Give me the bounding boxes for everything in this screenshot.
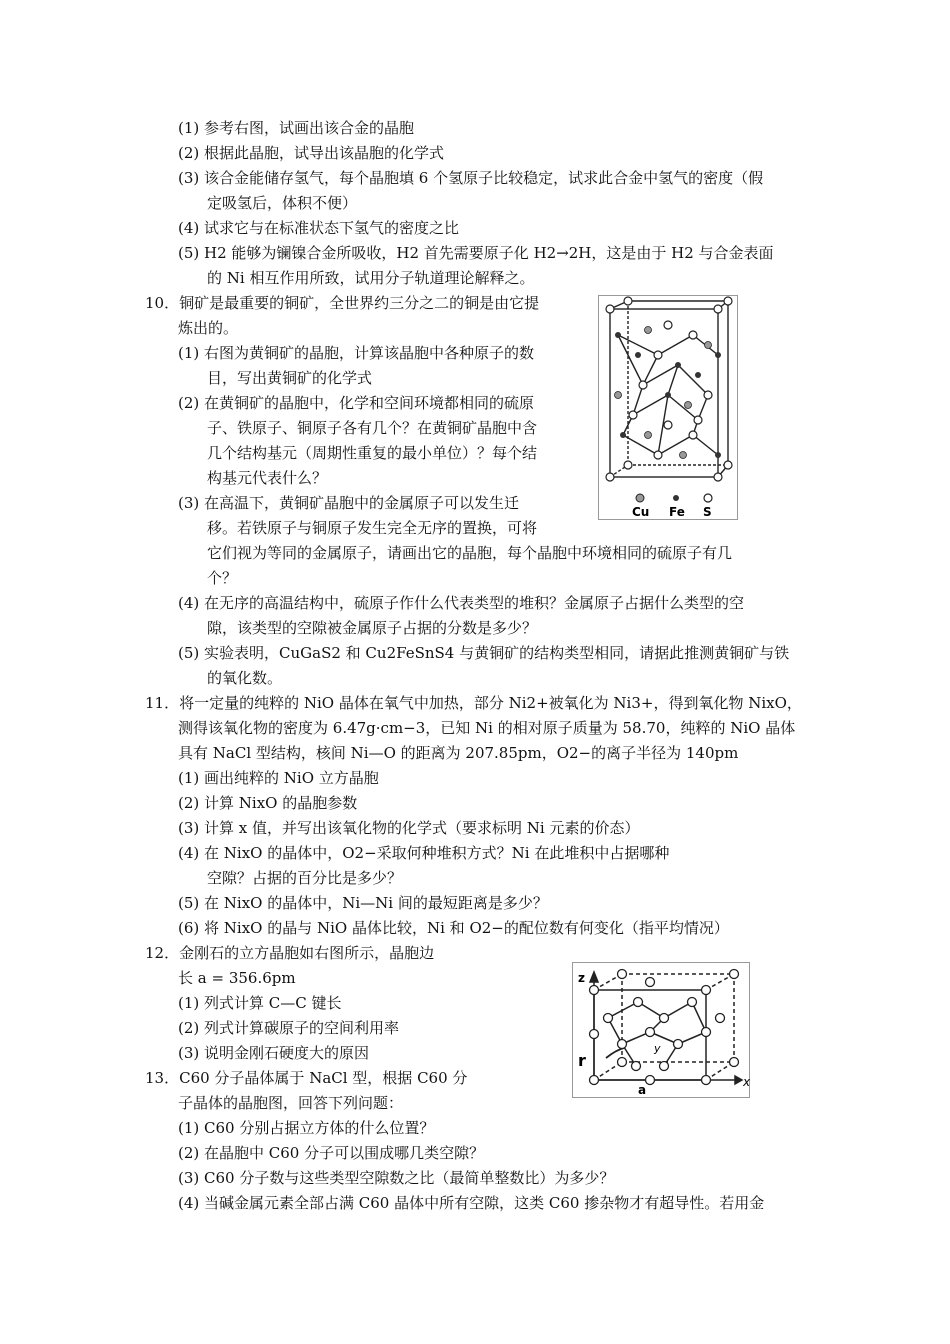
text-line: (4) 在 NixO 的晶体中，O2−采取何种堆积方式？Ni 在此堆积中占据哪种 [178, 844, 670, 862]
text-line: 空隙？占据的百分比是多少？ [207, 869, 403, 887]
legend-fe-label: Fe [669, 505, 685, 519]
text-line: 炼出的。 [178, 319, 239, 337]
text-line: (1) C60 分别占据立方体的什么位置？ [178, 1119, 435, 1137]
text-line: 目，写出黄铜矿的化学式 [207, 369, 373, 387]
axis-label-x: x [743, 1075, 750, 1089]
text-line: (3) 说明金刚石硬度大的原因 [178, 1044, 370, 1062]
rotation-marker-label: r [578, 1051, 586, 1070]
text-line: (3) C60 分子数与这些类型空隙数之比（最简单整数比）为多少？ [178, 1169, 615, 1187]
text-line: (2) 列式计算碳原子的空间利用率 [178, 1019, 400, 1037]
legend-fe-marker [673, 495, 679, 501]
text-line: (4) 当碱金属元素全部占满 C60 晶体中所有空隙，这类 C60 掺杂物才有超导性。若用金 [178, 1194, 765, 1212]
text-line: 个？ [207, 569, 238, 587]
text-line: (3) 在高温下，黄铜矿晶胞中的金属原子可以发生迁 [178, 494, 520, 512]
text-line: (3) 计算 x 值，并写出该氧化物的化学式（要求标明 Ni 元素的价态） [178, 819, 640, 837]
text-line: 子晶体的晶胞图，回答下列问题： [178, 1094, 404, 1112]
text-line: 它们视为等同的金属原子，请画出它的晶胞，每个晶胞中环境相同的硫原子有几 [207, 544, 733, 562]
text-line: 几个结构基元（周期性重复的最小单位）？每个结 [207, 444, 538, 462]
text-line: 测得该氧化物的密度为 6.47g·cm−3，已知 Ni 的相对原子质量为 58.70，纯粹的 NiO 晶体 [178, 719, 796, 737]
question-10-line: 10．铜矿是最重要的铜矿，全世界约三分之二的铜是由它提 [145, 294, 540, 312]
legend-cu-marker [636, 494, 644, 502]
text-line: 长 a = 356.6pm [178, 969, 296, 987]
text-line: (6) 将 NixO 的晶与 NiO 晶体比较，Ni 和 O2−的配位数有何变化（指平均情况） [178, 919, 729, 937]
text-line: (1) 列式计算 C—C 键长 [178, 994, 342, 1012]
text-line: 移。若铁原子与铜原子发生完全无序的置换，可将 [207, 519, 538, 537]
text-line: 具有 NaCl 型结构，核间 Ni—O 的距离为 207.85pm，O2−的离子半径为 140pm [178, 744, 739, 762]
text-line: (2) 在晶胞中 C60 分子可以围成哪几类空隙？ [178, 1144, 485, 1162]
text-line: (1) 参考右图，试画出该合金的晶胞 [178, 119, 415, 137]
axis-label-z: z [578, 971, 585, 985]
text-line: (5) H2 能够为镧镍合金所吸收，H2 首先需要原子化 H2→2H，这是由于 H2 与合金表面 [178, 244, 774, 262]
axis-label-y: y [654, 1042, 661, 1055]
question-12-line: 12．金刚石的立方晶胞如右图所示，晶胞边 [145, 944, 435, 962]
text-line: 隙，该类型的空隙被金属原子占据的分数是多少？ [207, 619, 538, 637]
question-13-line: 13．C60 分子晶体属于 NaCl 型，根据 C60 分 [145, 1069, 468, 1087]
text-line: (2) 在黄铜矿的晶胞中，化学和空间环境都相同的硫原 [178, 394, 535, 412]
text-line: 的 Ni 相互作用所致，试用分子轨道理论解释之。 [207, 269, 535, 287]
text-line: (4) 在无序的高温结构中，硫原子作什么代表类型的堆积？金属原子占据什么类型的空 [178, 594, 745, 612]
legend-s-marker [704, 494, 712, 502]
text-line: (1) 画出纯粹的 NiO 立方晶胞 [178, 769, 379, 787]
text-line: 子、铁原子、铜原子各有几个？在黄铜矿晶胞中含 [207, 419, 538, 437]
text-line: (4) 试求它与在标准状态下氢气的密度之比 [178, 219, 460, 237]
chalcopyrite-unit-cell-figure [598, 295, 738, 520]
diamond-unit-cell-figure [572, 962, 750, 1098]
text-line: (1) 右图为黄铜矿的晶胞，计算该晶胞中各种原子的数 [178, 344, 535, 362]
text-line: (2) 根据此晶胞，试导出该晶胞的化学式 [178, 144, 445, 162]
text-line: (3) 该合金能储存氢气，每个晶胞填 6 个氢原子比较稳定，试求此合金中氢气的密度（假 [178, 169, 764, 187]
text-line: (5) 实验表明，CuGaS2 和 Cu2FeSnS4 与黄铜矿的结构类型相同，请据此推测黄铜矿与铁 [178, 644, 790, 662]
text-line: (5) 在 NixO 的晶体中，Ni—Ni 间的最短距离是多少？ [178, 894, 548, 912]
text-line: 的氧化数。 [207, 669, 283, 687]
legend-cu-label: Cu [632, 505, 650, 519]
text-line: 定吸氢后，体积不便） [207, 194, 358, 212]
text-line: (2) 计算 NixO 的晶胞参数 [178, 794, 358, 812]
edge-label-a: a [638, 1083, 647, 1097]
question-11-line: 11．将一定量的纯粹的 NiO 晶体在氧气中加热，部分 Ni2+被氧化为 Ni3+，得到氧化物 NixO， [145, 694, 802, 712]
text-line: 构基元代表什么？ [207, 469, 328, 487]
legend-s-label: S [703, 505, 712, 519]
